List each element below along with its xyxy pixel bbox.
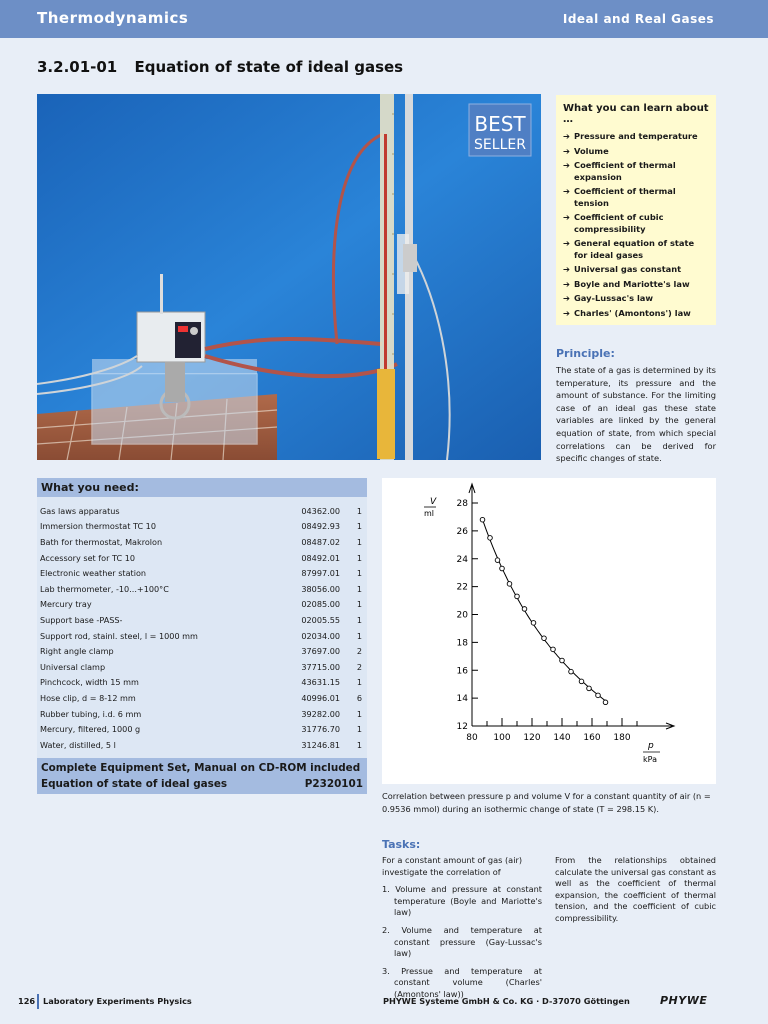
equipment-box [37,478,367,794]
equipment-qty: 1 [356,536,362,547]
equipment-name: Support rod, stainl. steel, l = 1000 mm [40,630,198,641]
task-item: 2. Volume and temperature at constant pressure (Gay-Lussac's law) [382,924,542,959]
equipment-name: Universal clamp [40,661,106,672]
equipment-name: Lab thermometer, -10...+100°C [40,583,169,594]
data-point [542,636,547,641]
y-axis-unit: ml [424,509,435,518]
learn-item [563,146,709,158]
data-point [579,679,584,684]
table-row [40,503,364,519]
learn-title: What you can learn about … [563,103,709,125]
data-point [480,517,485,522]
arrow-icon: ➔ [563,212,570,222]
equipment-qty: 1 [356,708,362,719]
task-item: 1. Volume and pressure at constant temperature (Boyle and Mariotte's law) [382,884,542,918]
table-row [40,675,364,691]
data-point [500,566,505,571]
data-point [551,647,556,652]
data-point [522,607,527,612]
badge-best: BEST [474,112,526,136]
experiment-title: Equation of state of ideal gases [134,58,404,76]
data-point [488,536,493,541]
arrow-icon: ➔ [563,160,570,170]
equipment-code: 37697.00 [301,646,340,657]
table-row [40,737,364,753]
equipment-code: 31246.81 [301,739,340,750]
equipment-set [37,758,367,794]
equipment-name: Accessory set for TC 10 [40,552,135,563]
x-axis-unit: kPa [643,755,657,764]
equipment-code: 31776.70 [301,724,340,735]
arrow-icon: ➔ [563,186,570,196]
data-point [587,686,592,691]
table-row [40,706,364,722]
table-row [40,690,364,706]
x-tick-label: 80 [466,733,478,743]
learn-item-text: Volume [574,145,609,156]
learn-item [563,238,709,261]
page-footer [0,994,768,1012]
tasks-column-1 [382,855,542,1007]
equipment-name: Mercury, filtered, 1000 g [40,724,141,735]
data-point [515,594,520,599]
page-number: 126 [18,996,36,1006]
table-row [40,565,364,581]
learn-item [563,186,709,209]
apparatus-photo [37,94,541,460]
equipment-qty: 1 [356,614,362,625]
equipment-code: 39282.00 [301,708,340,719]
equipment-name: Right angle clamp [40,646,114,657]
fit-curve [483,520,606,701]
learn-item-text: Gay-Lussac's law [574,293,654,303]
equipment-name: Bath for thermostat, Makrolon [40,536,163,547]
equipment-heading: What you need: [37,478,367,497]
section-title: Thermodynamics [37,9,189,27]
equipment-code: 43631.15 [301,677,340,688]
y-tick-label: 22 [456,582,468,593]
equipment-name: Electronic weather station [40,568,147,579]
tasks-intro: For a constant amount of gas (air) investigate the correlation of [382,855,523,877]
equipment-name: Water, distilled, 5 l [40,739,116,750]
page-title [37,58,403,76]
y-tick-label: 20 [456,610,468,621]
tasks-heading: Tasks: [382,838,421,851]
table-row [40,659,364,675]
learn-item [563,131,709,143]
equipment-name: Mercury tray [40,599,92,610]
equipment-code: 02034.00 [301,630,340,641]
equipment-name: Pinchcock, width 15 mm [40,677,139,688]
equipment-name: Gas laws apparatus [40,505,120,516]
y-tick-label: 28 [456,499,468,509]
tasks-column-2: From the relationships obtained calculate the universal gas constant as well as the coefficient of thermal expansion, the coefficient of thermal tension, and the coefficient of cubic compressibility. [555,855,716,923]
equipment-code: 40996.01 [301,692,340,703]
table-row [40,550,364,566]
principle-text: The state of a gas is determined by its temperature, its pressure and the amount of substance. For the limiting case of an ideal gas these state variables are linked by the general equation of state, from which special correlations can be derived for specific changes of state. [556,365,716,464]
footer-series: Laboratory Experiments Physics [43,996,192,1006]
learn-item [563,308,709,320]
set-line2: Equation of state of ideal gases [41,778,228,790]
table-row [40,628,364,644]
equipment-name: Rubber tubing, i.d. 6 mm [40,708,142,719]
y-axis-label: V [430,497,437,507]
equipment-qty: 1 [356,568,362,579]
subsection-title: Ideal and Real Gases [562,12,714,26]
pv-chart [382,478,716,784]
y-tick-label: 24 [456,554,468,565]
footer-company: PHYWE Systeme GmbH & Co. KG · D-37070 Göttingen [383,996,630,1006]
equipment-qty: 2 [356,646,362,657]
equipment-code: 08492.93 [301,521,340,532]
equipment-code: 08487.02 [301,536,340,547]
y-tick-label: 14 [456,694,468,705]
table-row [40,721,364,737]
task-item: 3. Pressue and temperature at constant volume (Charles' (Amontons' law)) [382,965,542,999]
data-point [495,558,500,563]
data-point [596,693,601,698]
footer-divider [37,994,39,1009]
learn-list [563,131,709,319]
data-point [560,658,565,663]
table-row [40,643,364,659]
table-row [40,519,364,535]
x-tick-label: 180 [613,733,631,743]
x-tick-label: 160 [583,733,601,743]
x-axis-label: p [648,741,654,751]
learn-item-text: Universal gas constant [574,264,682,274]
arrow-icon: ➔ [563,145,570,156]
y-tick-label: 26 [456,526,468,537]
learn-item-text: Coefficient of cubic compressibility [574,212,664,234]
equipment-qty: 1 [356,505,362,516]
learn-item-text: Pressure and temperature [574,131,698,141]
learn-item-text: Boyle and Mariotte's law [574,278,690,289]
equipment-qty: 6 [356,692,362,703]
equipment-qty: 1 [356,739,362,750]
table-row [40,597,364,613]
learn-item-text: Coefficient of thermal expansion [574,160,676,182]
arrow-icon: ➔ [563,293,570,303]
equipment-qty: 2 [356,661,362,672]
apparatus-illustration [37,94,541,460]
equipment-table [40,503,364,753]
equipment-name: Hose clip, d = 8-12 mm [40,692,136,703]
x-tick-label: 100 [493,733,511,743]
arrow-icon: ➔ [563,278,570,289]
learn-item [563,279,709,291]
page-header [0,0,768,38]
x-tick-label: 120 [523,733,541,743]
set-code: P2320101 [304,778,363,790]
tasks-list [382,884,542,1000]
learn-item [563,293,709,305]
y-tick-label: 18 [456,638,468,649]
phywe-logo: PHYWE [660,994,708,1007]
equipment-qty: 1 [356,552,362,563]
learn-item [563,212,709,235]
equipment-qty: 1 [356,521,362,532]
set-line1: Complete Equipment Set, Manual on CD-ROM included [41,762,361,774]
equipment-qty: 1 [356,630,362,641]
equipment-code: 04362.00 [301,505,340,516]
x-tick-label: 140 [553,733,571,743]
equipment-code: 38056.00 [301,583,340,594]
table-row [40,534,364,550]
equipment-code: 87997.01 [301,568,340,579]
data-point [507,582,512,587]
data-point [531,621,536,626]
arrow-icon: ➔ [563,307,570,318]
table-row [40,581,364,597]
learn-item [563,264,709,276]
equipment-qty: 1 [356,599,362,610]
pv-chart-svg [382,478,716,784]
equipment-code: 02005.55 [301,614,340,625]
learn-box [556,95,716,325]
arrow-icon: ➔ [563,131,570,141]
table-row [40,612,364,628]
equipment-qty: 1 [356,677,362,688]
arrow-icon: ➔ [563,264,570,274]
equipment-code: 02085.00 [301,599,340,610]
data-point [569,669,574,674]
equipment-qty: 1 [356,583,362,594]
badge-seller: SELLER [474,137,526,153]
data-point [603,700,608,705]
experiment-number: 3.2.01-01 [37,58,118,76]
equipment-code: 08492.01 [301,552,340,563]
learn-item-text: Coefficient of thermal tension [574,186,676,208]
learn-item-text: General equation of state for ideal gases [574,238,695,260]
arrow-icon: ➔ [563,238,570,248]
chart-caption: Correlation between pressure p and volume V for a constant quantity of air (n = 0.9536 mmol) during an isothermic change of state (T = 298.15 K). [382,791,711,814]
learn-item [563,160,709,183]
equipment-name: Immersion thermostat TC 10 [40,521,156,532]
y-tick-label: 12 [456,722,468,732]
principle-heading: Principle: [556,347,615,360]
equipment-name: Support base -PASS- [40,614,123,625]
y-tick-label: 16 [456,666,468,677]
equipment-qty: 1 [356,724,362,735]
equipment-code: 37715.00 [301,661,340,672]
learn-item-text: Charles' (Amontons') law [574,307,691,318]
